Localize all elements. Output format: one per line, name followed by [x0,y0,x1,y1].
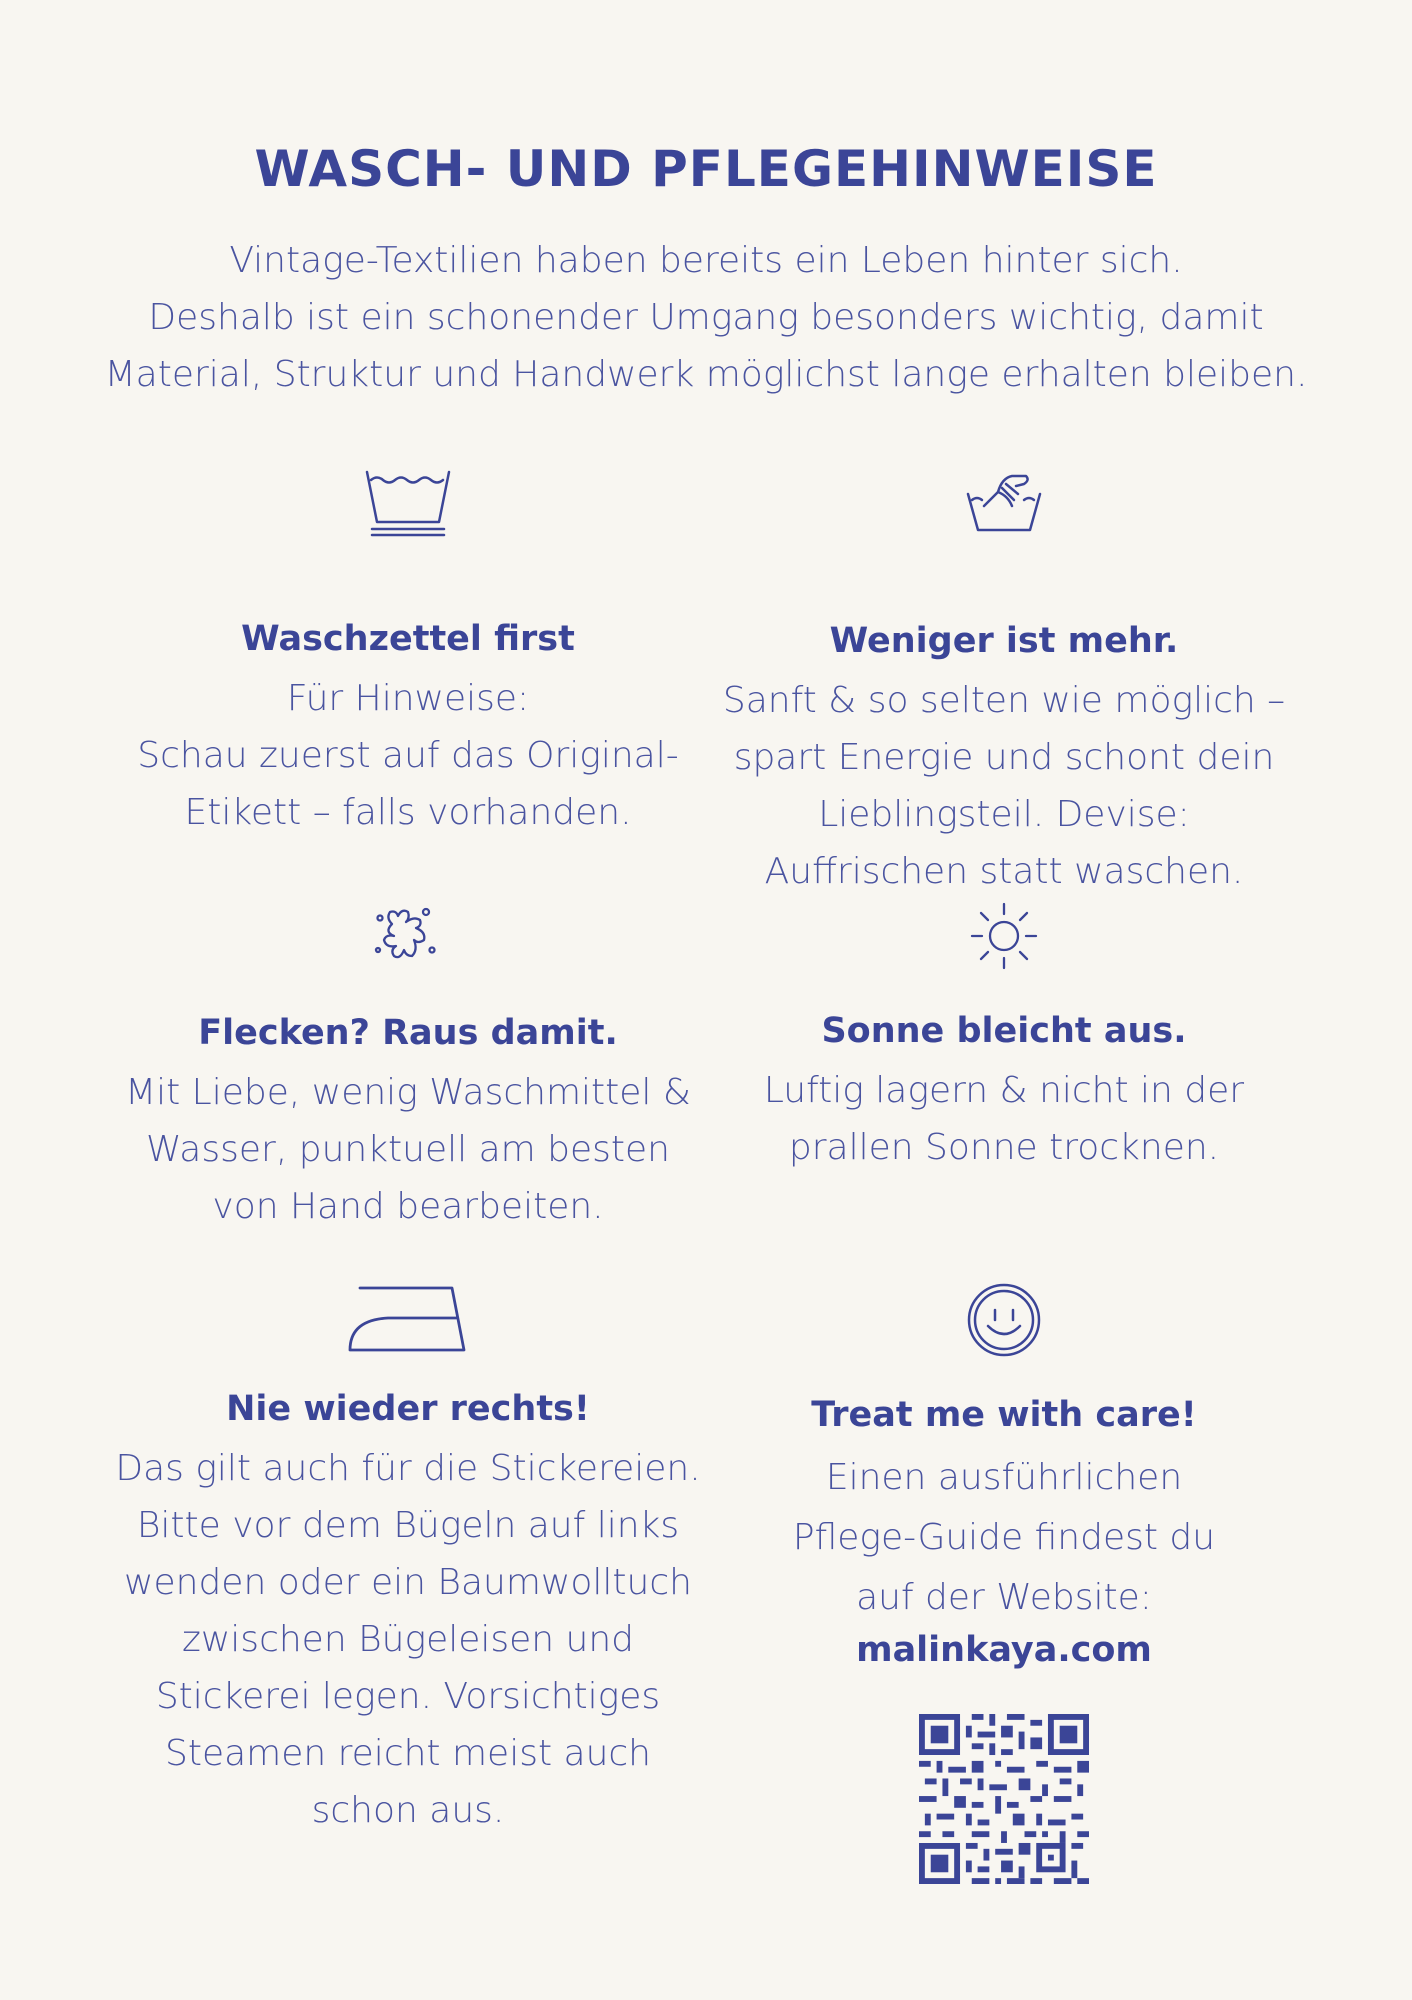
section-line: Lieblingsteil. Devise: [818,794,1190,835]
section-line: Einen ausführlichen [825,1457,1183,1498]
section-line: Mit Liebe, wenig Waschmittel & [125,1072,691,1113]
hand-wash-icon [964,470,1044,534]
section-flecken [88,898,728,1235]
section-line: Steamen reicht meist auch [165,1733,651,1774]
wash-basin-icon [363,466,453,538]
section-title: Flecken? Raus damit. [198,1013,618,1053]
section-line: Pflege-Guide findest du [792,1517,1216,1558]
section-sonne [684,900,1324,1176]
section-title: Sonne bleicht aus. [821,1011,1187,1051]
section-line: Luftig lagern & nicht in der [763,1070,1245,1111]
qr-code-icon[interactable] [919,1714,1089,1884]
section-line: Schau zuerst auf das Original- [137,735,679,776]
website-link[interactable]: malinkaya.com [856,1630,1152,1670]
section-body [684,1448,1324,1628]
section-weniger [684,470,1324,900]
section-body [88,1440,728,1839]
section-title: Weniger ist mehr. [829,621,1179,661]
section-line: Etikett – falls vorhanden. [184,792,632,833]
section-title: Nie wieder rechts! [226,1389,590,1429]
stain-splash-icon [370,898,446,970]
section-line: Auffrischen statt waschen. [764,851,1244,892]
section-waschzettel [88,466,728,841]
page-title: WASCH- UND PFLEGEHINWEISE [254,140,1158,198]
section-title: Treat me with care! [811,1395,1197,1435]
intro-line: Vintage-Textilien haben bereits ein Leben hinter sich. [229,240,1183,281]
section-line: von Hand bearbeiten. [212,1186,604,1227]
section-line: Wasser, punktuell am besten [146,1129,670,1170]
sun-icon [968,900,1040,972]
iron-icon [348,1282,468,1354]
section-title: Waschzettel first [241,619,575,659]
section-line: Das gilt auch für die Stickereien. [115,1448,701,1489]
section-line: schon aus. [311,1790,505,1831]
intro-line: Deshalb ist ein schonender Umgang besonders wichtig, damit [148,297,1264,338]
smiley-icon [966,1282,1042,1358]
section-line: wenden oder ein Baumwolltuch [124,1562,692,1603]
section-body [88,1064,728,1235]
section-line: prallen Sonne trocknen. [788,1127,1220,1168]
section-line: Bitte vor dem Bügeln auf links [136,1505,680,1546]
intro-line: Material, Struktur und Handwerk möglichst lange erhalten bleiben. [104,354,1308,395]
section-line: Sanft & so selten wie möglich – [722,680,1286,721]
section-body [684,672,1324,900]
section-line: spart Energie und schont dein [733,737,1275,778]
section-line: Für Hinweise: [286,678,530,719]
intro-text [0,232,1412,403]
section-line: Stickerei legen. Vorsichtiges [155,1676,661,1717]
section-line: auf der Website: [856,1577,1152,1618]
section-care [684,1282,1324,1884]
section-body [88,670,728,841]
section-buegeln [88,1282,728,1839]
section-body [684,1062,1324,1176]
section-line: zwischen Bügeleisen und [181,1619,635,1660]
